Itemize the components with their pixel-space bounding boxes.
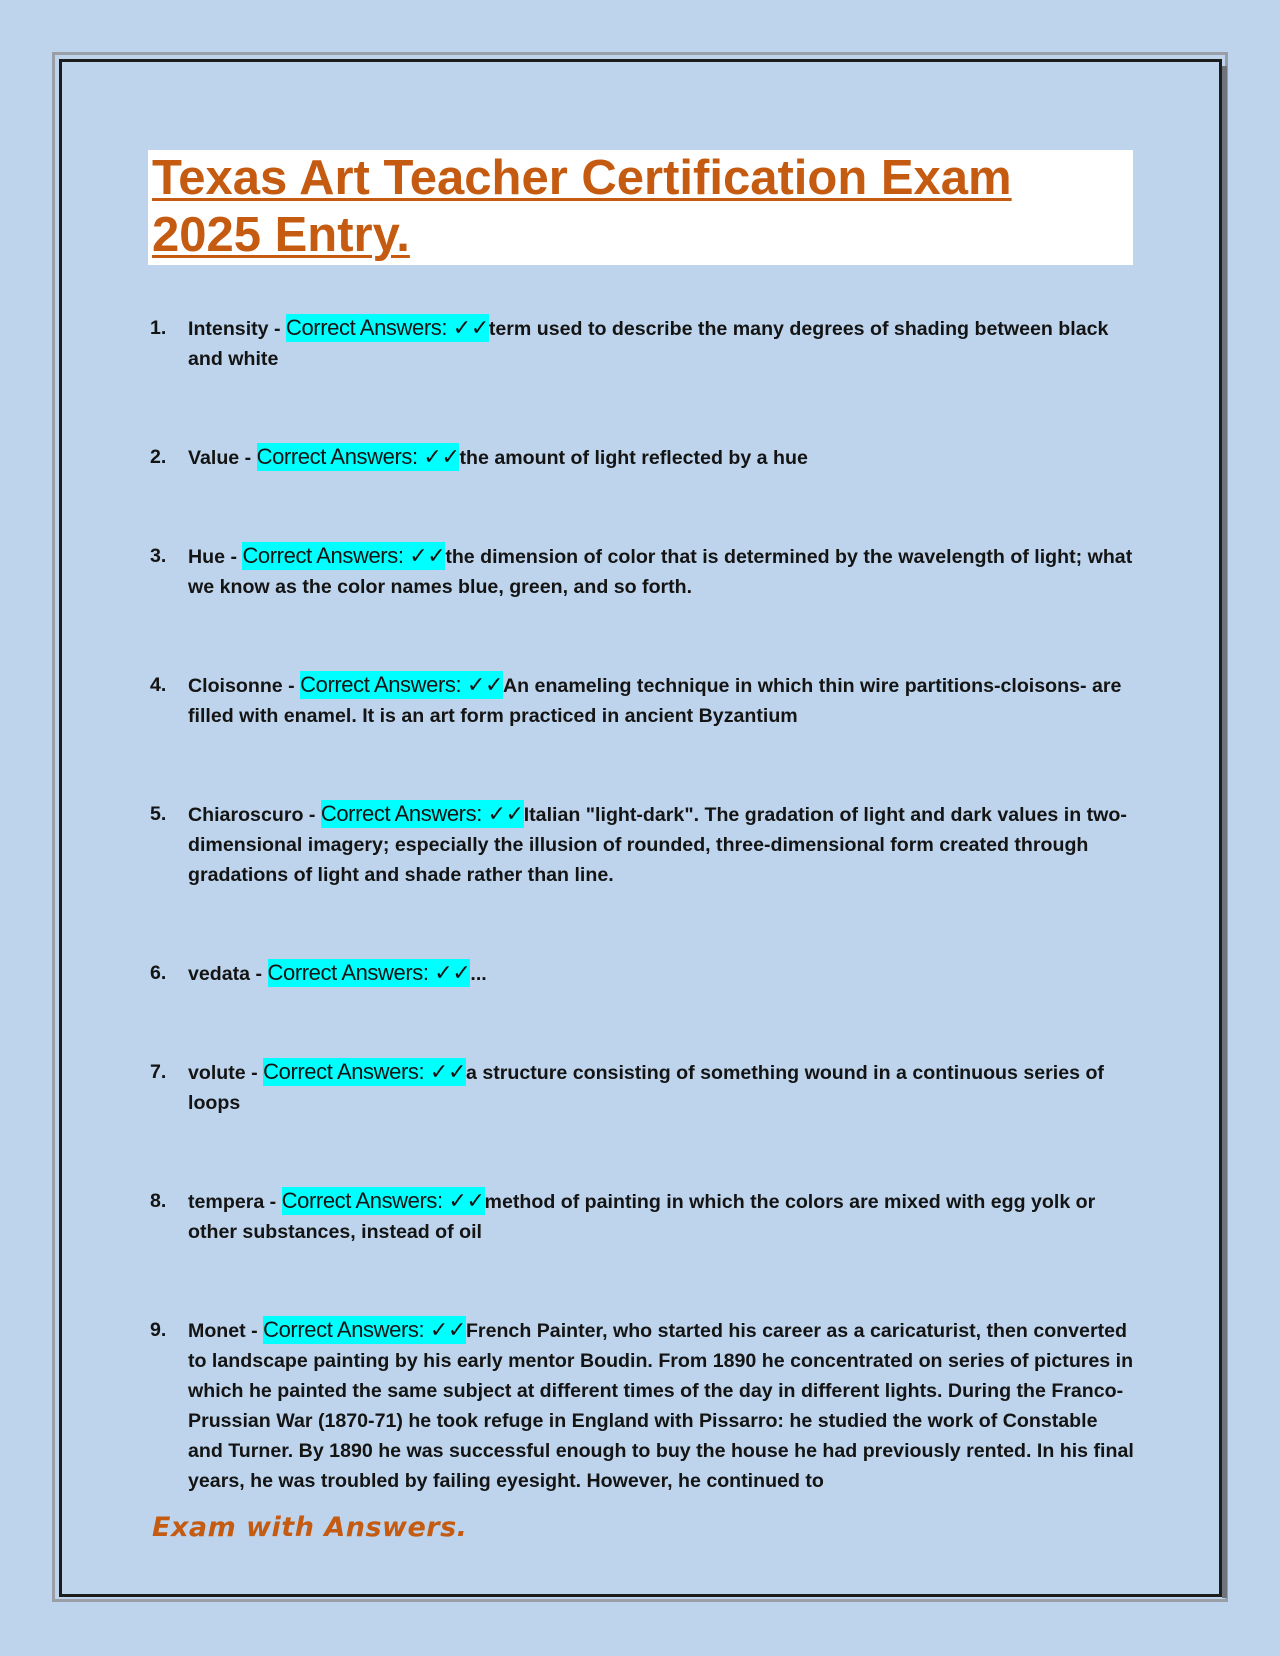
item-term: Value - [188, 447, 257, 469]
question-list [150, 313, 1135, 1564]
list-item [150, 670, 1135, 731]
item-number: 1. [150, 317, 167, 339]
item-number: 4. [150, 674, 167, 696]
list-item [150, 442, 1135, 473]
correct-answers-label: Correct Answers: ✓✓ [285, 315, 489, 340]
page-title: Texas Art Teacher Certification Exam 2025 Entry. [152, 151, 1012, 262]
list-item [150, 958, 1135, 989]
item-definition: ... [470, 963, 487, 985]
item-number: 6. [150, 962, 167, 984]
item-term: Monet - [188, 1320, 264, 1342]
list-item [150, 313, 1135, 374]
correct-answers-label: Correct Answers: ✓✓ [267, 960, 471, 985]
item-number: 5. [150, 803, 167, 825]
list-item [150, 1057, 1135, 1118]
correct-answers-label: Correct Answers: ✓✓ [300, 672, 503, 697]
footer-text: Exam with Answers. [152, 1512, 468, 1543]
item-term: volute - [188, 1062, 264, 1084]
item-definition: term used to describe the many degrees of shading between black and white [188, 318, 1109, 370]
item-number: 3. [150, 545, 167, 567]
item-term: Intensity - [188, 318, 286, 340]
correct-answers-label: Correct Answers: ✓✓ [256, 444, 460, 469]
item-definition: method of painting in which the colors are mixed with egg yolk or other substances, instead of oil [188, 1191, 1096, 1243]
item-definition: a structure consisting of something wound in a continuous series of loops [188, 1062, 1104, 1114]
item-number: 9. [150, 1319, 167, 1341]
item-definition: the amount of light reflected by a hue [459, 447, 808, 469]
item-number: 2. [150, 446, 167, 468]
list-item [150, 541, 1135, 602]
item-term: Hue - [188, 546, 243, 568]
list-item [150, 1315, 1135, 1496]
list-item [150, 799, 1135, 890]
correct-answers-label: Correct Answers: ✓✓ [263, 1059, 466, 1084]
list-item [150, 1186, 1135, 1247]
item-definition: the dimension of color that is determined by the wavelength of light; what we know as the color names blue, green, and so forth. [188, 546, 1133, 598]
item-term: Chiaroscuro - [188, 804, 321, 826]
item-definition: Italian "light-dark". The gradation of light and dark values in two-dimensional imagery; especially the illusion of rounded, three-dimensional form created through gradations of light and shade rather than line. [188, 804, 1127, 886]
item-term: vedata - [188, 963, 268, 985]
item-term: tempera - [188, 1191, 282, 1213]
item-definition: An enameling technique in which thin wire partitions-cloisons- are filled with enamel. It is an art form practiced in ancient Byzantium [188, 675, 1122, 727]
item-number: 8. [150, 1190, 167, 1212]
correct-answers-label: Correct Answers: ✓✓ [281, 1188, 485, 1213]
correct-answers-label: Correct Answers: ✓✓ [242, 543, 446, 568]
item-term: Cloisonne - [188, 675, 301, 697]
correct-answers-label: Correct Answers: ✓✓ [263, 1317, 466, 1342]
item-number: 7. [150, 1061, 167, 1083]
correct-answers-label: Correct Answers: ✓✓ [320, 801, 524, 826]
item-definition: French Painter, who started his career as a caricaturist, then converted to landscape painting by his early mentor Boudin. From 1890 he concentrated on series of pictures in which he painted the same subject at different times of the day in different lights. During the Franco-Prussian War (1870-71) he took refuge in England with Pissarro: he studied the work of Constable and Turner. By 1890 he was successful enough to buy the house he had previously rented. In his final years, he was troubled by failing eyesight. However, he continued to [188, 1320, 1134, 1492]
